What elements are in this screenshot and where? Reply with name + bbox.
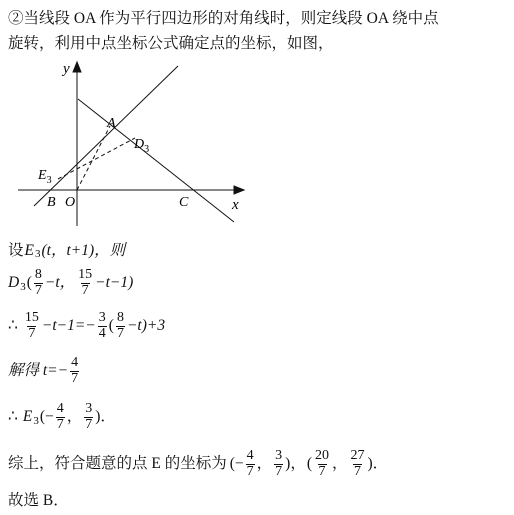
summary-line: 综上，符合题意的点 E 的坐标为 (− $\frac{4}{7}$ ， $\frac{3}{7}$ )， ( $\frac{20}{7}$ ， $\frac{27}{7}$ )． bbox=[8, 448, 389, 479]
fraction: $\frac{15}{7}$ bbox=[24, 310, 39, 341]
dashed-e3-d3 bbox=[58, 138, 135, 179]
y-axis-arrow bbox=[73, 62, 81, 72]
step-d3: D 3 ( $\frac{8}{7}$ −t， $\frac{15}{7}$ −t−1) bbox=[8, 267, 134, 298]
label-c: C bbox=[179, 195, 189, 210]
label-a: A bbox=[107, 116, 116, 131]
fraction: $\frac{8}{7}$ bbox=[116, 310, 124, 341]
fraction: $\frac{4}{7}$ bbox=[56, 401, 64, 432]
fraction: $\frac{3}{7}$ bbox=[85, 401, 93, 432]
label-d3: $D_3$ bbox=[134, 137, 150, 155]
dashed-o-a bbox=[77, 126, 110, 190]
fraction: $\frac{3}{7}$ bbox=[275, 448, 283, 479]
line-ac bbox=[78, 99, 234, 222]
fraction: $\frac{15}{7}$ bbox=[78, 267, 93, 298]
label-x: x bbox=[232, 197, 239, 213]
fraction: $\frac{3}{4}$ bbox=[98, 310, 106, 341]
answer-line: 故选 B． bbox=[8, 492, 69, 509]
label-o: O bbox=[65, 195, 76, 210]
step-solve: 解得 t=− $\frac{4}{7}$ bbox=[8, 355, 79, 386]
fraction: $\frac{20}{7}$ bbox=[315, 448, 329, 479]
step-equation: ∴ $\frac{15}{7}$ −t−1=− $\frac{3}{4}$ ( $\frac{8}{7}$ −t)+3 bbox=[8, 310, 166, 341]
fraction: $\frac{8}{7}$ bbox=[34, 267, 42, 298]
fraction: $\frac{27}{7}$ bbox=[350, 448, 365, 479]
line-ba bbox=[34, 66, 178, 206]
label-y: y bbox=[63, 61, 70, 77]
x-axis-arrow bbox=[234, 186, 244, 194]
step-e3-result: ∴ E 3 (− $\frac{4}{7}$ ， $\frac{3}{7}$ )． bbox=[8, 401, 116, 432]
label-e3: $E_3$ bbox=[38, 168, 52, 186]
fraction: $\frac{4}{7}$ bbox=[71, 355, 79, 386]
fraction: $\frac{4}{7}$ bbox=[246, 448, 254, 479]
intro-line-1: ②当线段 OA 作为平行四边形的对角线时，则定线段 OA 绕中点 bbox=[8, 10, 439, 27]
step-set-e3: 设 E 3 (t，t+1)，则 bbox=[8, 241, 126, 260]
intro-line-2: 旋转，利用中点坐标公式确定点的坐标，如图， bbox=[8, 35, 334, 52]
label-b: B bbox=[47, 195, 56, 210]
